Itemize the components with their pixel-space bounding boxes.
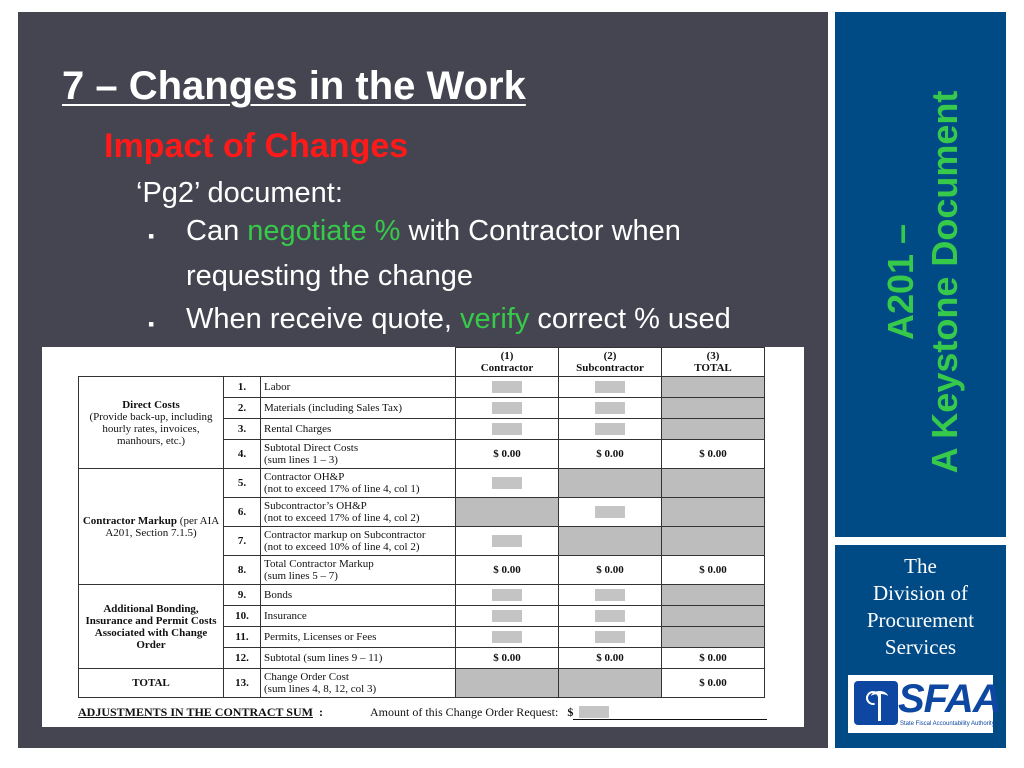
shaded-cell xyxy=(559,469,662,498)
shaded-cell xyxy=(662,398,765,419)
shaded-cell xyxy=(662,585,765,606)
line-desc: Total Contractor Markup (sum lines 5 – 7) xyxy=(261,556,456,585)
entry-box xyxy=(456,585,559,606)
col-header-subcontractor: (2) Subcontractor xyxy=(559,348,662,377)
entry-box xyxy=(559,627,662,648)
shaded-cell xyxy=(559,527,662,556)
sidebar-title-panel xyxy=(835,12,1006,537)
vertical-title: A201 – A Keystone Document xyxy=(880,90,965,474)
amount-cell: $ 0.00 xyxy=(456,440,559,469)
shaded-cell xyxy=(662,469,765,498)
amount-cell: $ 0.00 xyxy=(559,648,662,669)
entry-box xyxy=(559,606,662,627)
line-desc: Insurance xyxy=(261,606,456,627)
bullet-1-line-1: Can negotiate % with Contractor when xyxy=(186,215,681,247)
entry-box xyxy=(456,419,559,440)
table-row xyxy=(79,669,765,698)
line-desc: Materials (including Sales Tax) xyxy=(261,398,456,419)
bullet-square-icon: ▪ xyxy=(148,226,155,246)
adjustments-label: ADJUSTMENTS IN THE CONTRACT SUM xyxy=(78,705,313,719)
line-desc: Bonds xyxy=(261,585,456,606)
direct-costs-cell: Direct Costs (Provide back-up, including hourly rates, invoices, manhours, etc.) xyxy=(79,377,224,469)
pg2-line: ‘Pg2’ document: xyxy=(136,177,343,209)
entry-box xyxy=(456,527,559,556)
bullet-square-icon: ▪ xyxy=(148,314,155,334)
entry-box xyxy=(456,469,559,498)
line-desc: Labor xyxy=(261,377,456,398)
amount-cell: $ 0.00 xyxy=(559,440,662,469)
shaded-cell xyxy=(662,627,765,648)
entry-box xyxy=(456,398,559,419)
amount-cell: $ 0.00 xyxy=(662,669,765,698)
line-number: 12. xyxy=(224,648,261,669)
logo-word: SFAA xyxy=(898,677,1001,721)
line-number: 6. xyxy=(224,498,261,527)
table-row xyxy=(79,585,765,606)
change-order-table xyxy=(78,347,765,698)
bonding-cell: Additional Bonding, Insurance and Permit Costs Associated with Change Order xyxy=(79,585,224,669)
slide-subtitle: Impact of Changes xyxy=(104,127,409,165)
line-number: 2. xyxy=(224,398,261,419)
division-name: The Division of Procurement Services xyxy=(866,554,975,659)
col-header-total: (3) TOTAL xyxy=(662,348,765,377)
shaded-cell xyxy=(662,527,765,556)
line-desc: Change Order Cost (sum lines 4, 8, 12, col 3) xyxy=(261,669,456,698)
amount-request-label: Amount of this Change Order Request: $ xyxy=(370,705,767,720)
table-row xyxy=(79,377,765,398)
sidebar-division-panel xyxy=(835,545,1006,748)
shaded-cell xyxy=(559,669,662,698)
shaded-cell xyxy=(662,498,765,527)
line-desc: Rental Charges xyxy=(261,419,456,440)
shaded-cell xyxy=(662,606,765,627)
change-order-form-image xyxy=(42,347,804,727)
line-number: 11. xyxy=(224,627,261,648)
line-number: 7. xyxy=(224,527,261,556)
contractor-markup-cell: Contractor Markup (per AIA A201, Section 7.1.5) xyxy=(79,469,224,585)
line-number: 10. xyxy=(224,606,261,627)
amount-cell: $ 0.00 xyxy=(662,556,765,585)
amount-cell: $ 0.00 xyxy=(456,556,559,585)
entry-box xyxy=(559,398,662,419)
col-header-contractor: (1) Contractor xyxy=(456,348,559,377)
amount-blank-line xyxy=(573,707,767,720)
line-desc: Subtotal Direct Costs (sum lines 1 – 3) xyxy=(261,440,456,469)
slide-title: 7 – Changes in the Work xyxy=(62,64,526,108)
sfaa-logo xyxy=(848,675,1001,733)
entry-box xyxy=(559,377,662,398)
line-desc: Contractor markup on Subcontractor (not to exceed 10% of line 4, col 2) xyxy=(261,527,456,556)
entry-box xyxy=(456,606,559,627)
amount-cell: $ 0.00 xyxy=(456,648,559,669)
verify-highlight: verify xyxy=(460,303,530,335)
entry-box xyxy=(559,419,662,440)
line-number: 5. xyxy=(224,469,261,498)
line-desc: Permits, Licenses or Fees xyxy=(261,627,456,648)
line-number: 1. xyxy=(224,377,261,398)
line-number: 8. xyxy=(224,556,261,585)
amount-cell: $ 0.00 xyxy=(662,648,765,669)
line-number: 3. xyxy=(224,419,261,440)
logo-tagline: State Fiscal Accountability Authority xyxy=(900,721,995,727)
line-desc: Subcontractor’s OH&P (not to exceed 17% of line 4, col 2) xyxy=(261,498,456,527)
entry-box xyxy=(559,585,662,606)
shaded-cell xyxy=(662,419,765,440)
line-number: 13. xyxy=(224,669,261,698)
adjustments-colon: : xyxy=(319,705,323,719)
table-row xyxy=(79,469,765,498)
line-number: 9. xyxy=(224,585,261,606)
entry-box xyxy=(559,498,662,527)
entry-box xyxy=(456,377,559,398)
bullet-1-line-2: requesting the change xyxy=(186,260,473,292)
line-desc: Contractor OH&P (not to exceed 17% of line 4, col 1) xyxy=(261,469,456,498)
shaded-cell xyxy=(456,498,559,527)
amount-cell: $ 0.00 xyxy=(662,440,765,469)
shaded-cell xyxy=(662,377,765,398)
bullet-2: When receive quote, verify correct % used xyxy=(186,303,731,335)
negotiate-highlight: negotiate % xyxy=(247,215,401,247)
line-desc: Subtotal (sum lines 9 – 11) xyxy=(261,648,456,669)
amount-cell: $ 0.00 xyxy=(559,556,662,585)
line-number: 4. xyxy=(224,440,261,469)
palmetto-icon xyxy=(854,681,898,725)
entry-box xyxy=(456,627,559,648)
total-cell: TOTAL xyxy=(79,669,224,698)
shaded-cell xyxy=(456,669,559,698)
